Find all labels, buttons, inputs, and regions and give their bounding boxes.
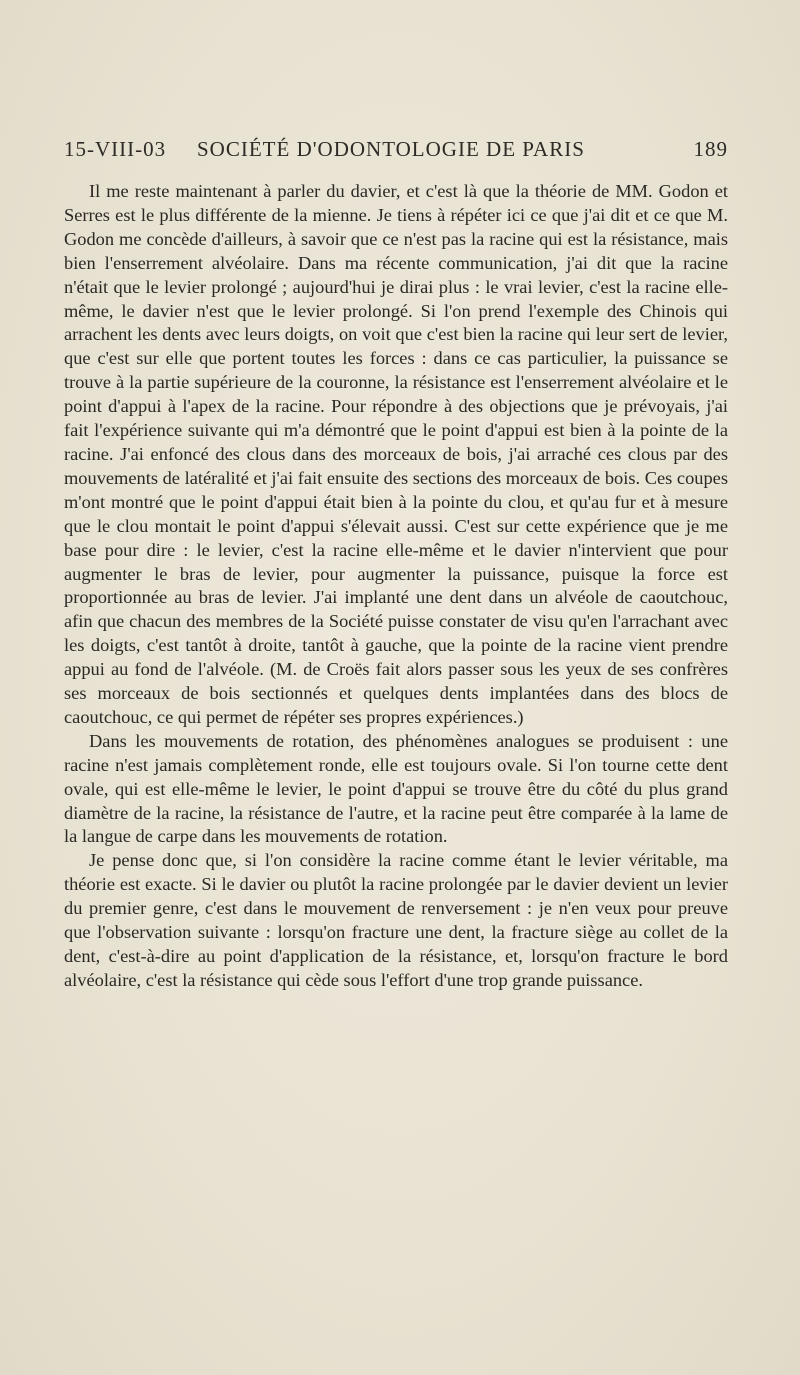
paragraph: Il me reste maintenant à parler du davier, et c'est là que la théorie de MM. Godon et Serres est le plus différente de la mienne. Je tiens à répéter ici ce que j'ai dit et ce que M. Godon me concède d'ailleurs, à savoir que ce n'est pas la racine qui est la résistance, mais bien l'enserrement alvéolaire. Dans ma récente communication, j'ai dit que la racine n'était que le levier prolongé ; aujourd'hui je dirai plus : le vrai levier, c'est la racine elle-même, le davier n'est que le levier prolongé. Si l'on prend l'exemple des Chinois qui arrachent les dents avec leurs doigts, on voit que c'est bien la racine qui leur sert de levier, que c'est sur elle que portent toutes les forces : dans ce cas particulier, la puissance se trouve à la partie supérieure de la couronne, la résistance est l'enserrement alvéolaire et le point d'appui à l'apex de la racine. Pour répondre à des objections que je prévoyais, j'ai fait l'expérience suivante qui m'a démontré que le point d'appui est bien à la pointe de la racine. J'ai enfoncé des clous dans des morceaux de bois, j'ai arraché ces clous par des mouvements de latéralité et j'ai fait ensuite des sections des morceaux de bois. Ces coupes m'ont montré que le point d'appui était bien à la pointe du clou, et qu'au fur et à mesure que le clou montait le point d'appui s'élevait aussi. C'est sur cette expérience que je me base pour dire : le levier, c'est la racine elle-même et le davier n'intervient que pour augmenter le bras de levier, pour augmenter la puissance, puisque la force est proportionnée au bras de levier. J'ai implanté une dent dans un alvéole de caoutchouc, afin que chacun des membres de la Société puisse constater de visu qu'en l'arrachant avec les doigts, c'est tantôt à droite, tantôt à gauche, que la pointe de la racine vient prendre appui au fond de l'alvéole. (M. de Croës fait alors passer sous les yeux de ses confrères ses morceaux de bois sectionnés et quelques dents implantées dans des blocs de caoutchouc, ce qui permet de répéter ses propres expériences.) — [64, 181, 728, 727]
page-number: 189 — [693, 137, 728, 161]
running-header — [64, 137, 728, 167]
header-date: 15-VIII-03 — [64, 137, 167, 161]
paragraph: Je pense donc que, si l'on considère la racine comme étant le levier véritable, ma théorie est exacte. Si le davier ou plutôt la racine prolongée par le davier devient un levier du premier genre, c'est dans le mouvement de renversement : je n'en veux pour preuve que l'observation suivante : lorsqu'on fracture une dent, la fracture siège au collet de la dent, c'est-à-dire au point d'application de la résistance, et, lorsqu'on fracture le bord alvéolaire, c'est la résistance qui cède sous l'effort d'une trop grande puissance. — [64, 850, 728, 990]
header-title: SOCIÉTÉ D'ODONTOLOGIE DE PARIS — [197, 137, 585, 161]
body-text — [64, 180, 728, 993]
paragraph: Dans les mouvements de rotation, des phénomènes analogues se produisent : une racine n'est jamais complètement ronde, elle est toujours ovale. Si l'on tourne cette dent ovale, qui est elle-même le levier, le point d'appui se trouve être du côté du plus grand diamètre de la racine, la résistance de l'autre, et la racine peut être comparée à la lame de la langue de carpe dans les mouvements de rotation. — [64, 730, 728, 847]
